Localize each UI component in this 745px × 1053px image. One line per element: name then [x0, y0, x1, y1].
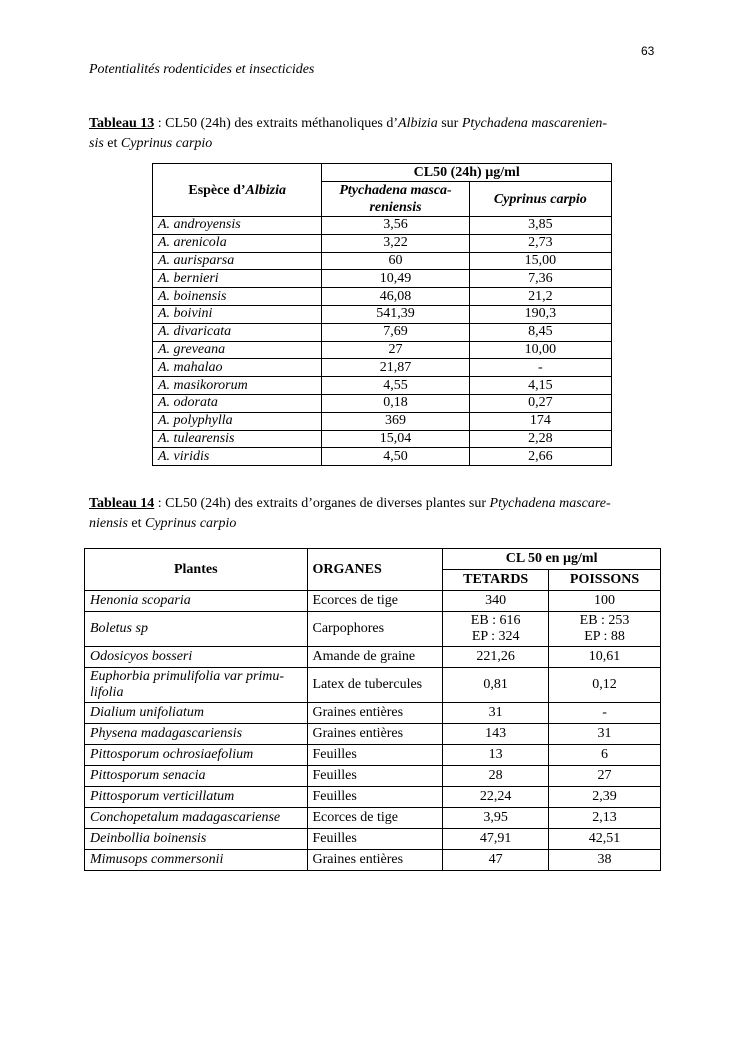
caption-text: : CL50 (24h) des extraits méthanoliques d’	[154, 116, 399, 131]
species-cell: A. boivini	[153, 305, 322, 323]
species-cell: A. arenicola	[153, 234, 322, 252]
poissons-value: 42,51	[549, 829, 661, 850]
species-cell: A. boinensis	[153, 288, 322, 306]
plant-cell: Odosicyos bosseri	[85, 647, 308, 668]
cyprinus-value: 0,27	[469, 394, 611, 412]
ptychadena-value: 4,55	[322, 377, 469, 395]
table-row	[153, 234, 612, 252]
tetards-value: 47	[443, 850, 549, 871]
caption-species: Ptychadena mascarenien-	[461, 116, 608, 131]
table14-caption	[89, 494, 659, 534]
tetards-value: 3,95	[443, 808, 549, 829]
table-row	[85, 668, 661, 703]
tetards-value: 143	[443, 724, 549, 745]
table-row	[85, 591, 661, 612]
header-cl50-group: CL 50 en µg/ml	[443, 549, 661, 570]
header-poissons: POISSONS	[549, 570, 661, 591]
poissons-value: 10,61	[549, 647, 661, 668]
table-row	[85, 808, 661, 829]
table13-label: Tableau 13	[89, 116, 155, 131]
species-cell: A. androyensis	[153, 217, 322, 235]
caption-species: Cyprinus carpio	[120, 136, 213, 151]
species-cell: A. divaricata	[153, 323, 322, 341]
ptychadena-value: 21,87	[322, 359, 469, 377]
table-row	[85, 829, 661, 850]
cyprinus-value: -	[469, 359, 611, 377]
poissons-value: 100	[549, 591, 661, 612]
poissons-value: 31	[549, 724, 661, 745]
organ-cell: Feuilles	[307, 766, 443, 787]
poissons-value: -	[549, 703, 661, 724]
caption-text: sur	[437, 116, 462, 131]
organ-cell: Graines entières	[307, 850, 443, 871]
ptychadena-value: 3,56	[322, 217, 469, 235]
ptychadena-value: 10,49	[322, 270, 469, 288]
plant-cell: Henonia scoparia	[85, 591, 308, 612]
ptychadena-value: 541,39	[322, 305, 469, 323]
tetards-value: 221,26	[443, 647, 549, 668]
poissons-value: 2,39	[549, 787, 661, 808]
cyprinus-value: 10,00	[469, 341, 611, 359]
poissons-value: 27	[549, 766, 661, 787]
running-header: Potentialités rodenticides et insecticides	[89, 62, 315, 77]
species-cell: A. odorata	[153, 394, 322, 412]
header-ptychadena: Ptychadena masca- reniensis	[322, 182, 469, 217]
organ-cell: Ecorces de tige	[307, 591, 443, 612]
tetards-value: 31	[443, 703, 549, 724]
table-row	[153, 412, 612, 430]
plant-cell: Pittosporum verticillatum	[85, 787, 308, 808]
table-row	[85, 703, 661, 724]
cyprinus-value: 2,28	[469, 430, 611, 448]
header-organes: ORGANES	[307, 549, 443, 591]
plant-cell: Conchopetalum madagascariense	[85, 808, 308, 829]
cyprinus-value: 174	[469, 412, 611, 430]
poissons-value: EB : 253 EP : 88	[549, 612, 661, 647]
organ-cell: Carpophores	[307, 612, 443, 647]
species-cell: A. viridis	[153, 448, 322, 466]
organ-cell: Feuilles	[307, 787, 443, 808]
plant-cell: Deinbollia boinensis	[85, 829, 308, 850]
caption-text: et	[103, 136, 121, 151]
plant-cell: Dialium unifoliatum	[85, 703, 308, 724]
tetards-value: 340	[443, 591, 549, 612]
species-cell: A. bernieri	[153, 270, 322, 288]
page-number: 63	[641, 44, 655, 58]
ptychadena-value: 4,50	[322, 448, 469, 466]
cyprinus-value: 2,73	[469, 234, 611, 252]
header-plantes: Plantes	[85, 549, 308, 591]
caption-species: Ptychadena mascare-	[489, 496, 611, 511]
plant-cell: Pittosporum senacia	[85, 766, 308, 787]
poissons-value: 0,12	[549, 668, 661, 703]
header-tetards: TETARDS	[443, 570, 549, 591]
header-cyprinus: Cyprinus carpio	[469, 182, 611, 217]
cyprinus-value: 3,85	[469, 217, 611, 235]
plant-cell: Mimusops commersonii	[85, 850, 308, 871]
table-13	[152, 163, 612, 466]
cyprinus-value: 2,66	[469, 448, 611, 466]
organ-cell: Feuilles	[307, 745, 443, 766]
plant-cell: Boletus sp	[85, 612, 308, 647]
table-row	[153, 217, 612, 235]
species-cell: A. polyphylla	[153, 412, 322, 430]
table-row	[85, 612, 661, 647]
table-row	[153, 288, 612, 306]
table-row	[153, 394, 612, 412]
table-row	[153, 252, 612, 270]
ptychadena-value: 46,08	[322, 288, 469, 306]
table-row	[153, 377, 612, 395]
table13-caption	[89, 114, 659, 154]
cyprinus-value: 15,00	[469, 252, 611, 270]
plant-cell: Euphorbia primulifolia var primu- lifolia	[85, 668, 308, 703]
ptychadena-value: 15,04	[322, 430, 469, 448]
poissons-value: 6	[549, 745, 661, 766]
species-cell: A. masikororum	[153, 377, 322, 395]
table-row	[153, 305, 612, 323]
table-row	[85, 787, 661, 808]
plant-cell: Physena madagascariensis	[85, 724, 308, 745]
species-cell: A. tulearensis	[153, 430, 322, 448]
tetards-value: 22,24	[443, 787, 549, 808]
ptychadena-value: 0,18	[322, 394, 469, 412]
cyprinus-value: 7,36	[469, 270, 611, 288]
ptychadena-value: 369	[322, 412, 469, 430]
ptychadena-value: 7,69	[322, 323, 469, 341]
caption-text: : CL50 (24h) des extraits d’organes de diverses plantes sur	[154, 496, 490, 511]
species-cell: A. greveana	[153, 341, 322, 359]
organ-cell: Graines entières	[307, 724, 443, 745]
plant-cell: Pittosporum ochrosiaefolium	[85, 745, 308, 766]
table-row	[85, 766, 661, 787]
table-14-body	[85, 591, 661, 871]
tetards-value: 28	[443, 766, 549, 787]
organ-cell: Feuilles	[307, 829, 443, 850]
tetards-value: 0,81	[443, 668, 549, 703]
cyprinus-value: 21,2	[469, 288, 611, 306]
caption-species: Cyprinus carpio	[145, 516, 237, 531]
organ-cell: Graines entières	[307, 703, 443, 724]
poissons-value: 38	[549, 850, 661, 871]
species-cell: A. aurisparsa	[153, 252, 322, 270]
organ-cell: Latex de tubercules	[307, 668, 443, 703]
organ-cell: Amande de graine	[307, 647, 443, 668]
caption-species: sis	[89, 136, 104, 151]
caption-genus: Albizia	[398, 116, 438, 131]
caption-text: et	[127, 516, 145, 531]
table14-label: Tableau 14	[89, 496, 155, 511]
table-row	[153, 359, 612, 377]
table-row	[85, 724, 661, 745]
table-row	[153, 448, 612, 466]
table-row	[153, 341, 612, 359]
cyprinus-value: 4,15	[469, 377, 611, 395]
table-row	[85, 647, 661, 668]
table-row	[153, 270, 612, 288]
cyprinus-value: 190,3	[469, 305, 611, 323]
tetards-value: EB : 616 EP : 324	[443, 612, 549, 647]
ptychadena-value: 3,22	[322, 234, 469, 252]
table-14	[84, 548, 661, 871]
header-species: Espèce d’Albizia	[153, 164, 322, 217]
poissons-value: 2,13	[549, 808, 661, 829]
header-cl50-group: CL50 (24h) µg/ml	[322, 164, 612, 182]
ptychadena-value: 27	[322, 341, 469, 359]
species-cell: A. mahalao	[153, 359, 322, 377]
table-row	[85, 850, 661, 871]
table-row	[153, 430, 612, 448]
caption-species: niensis	[89, 516, 128, 531]
table-13-body	[153, 217, 612, 466]
table-row	[153, 323, 612, 341]
ptychadena-value: 60	[322, 252, 469, 270]
tetards-value: 13	[443, 745, 549, 766]
table-row	[85, 745, 661, 766]
organ-cell: Ecorces de tige	[307, 808, 443, 829]
cyprinus-value: 8,45	[469, 323, 611, 341]
tetards-value: 47,91	[443, 829, 549, 850]
